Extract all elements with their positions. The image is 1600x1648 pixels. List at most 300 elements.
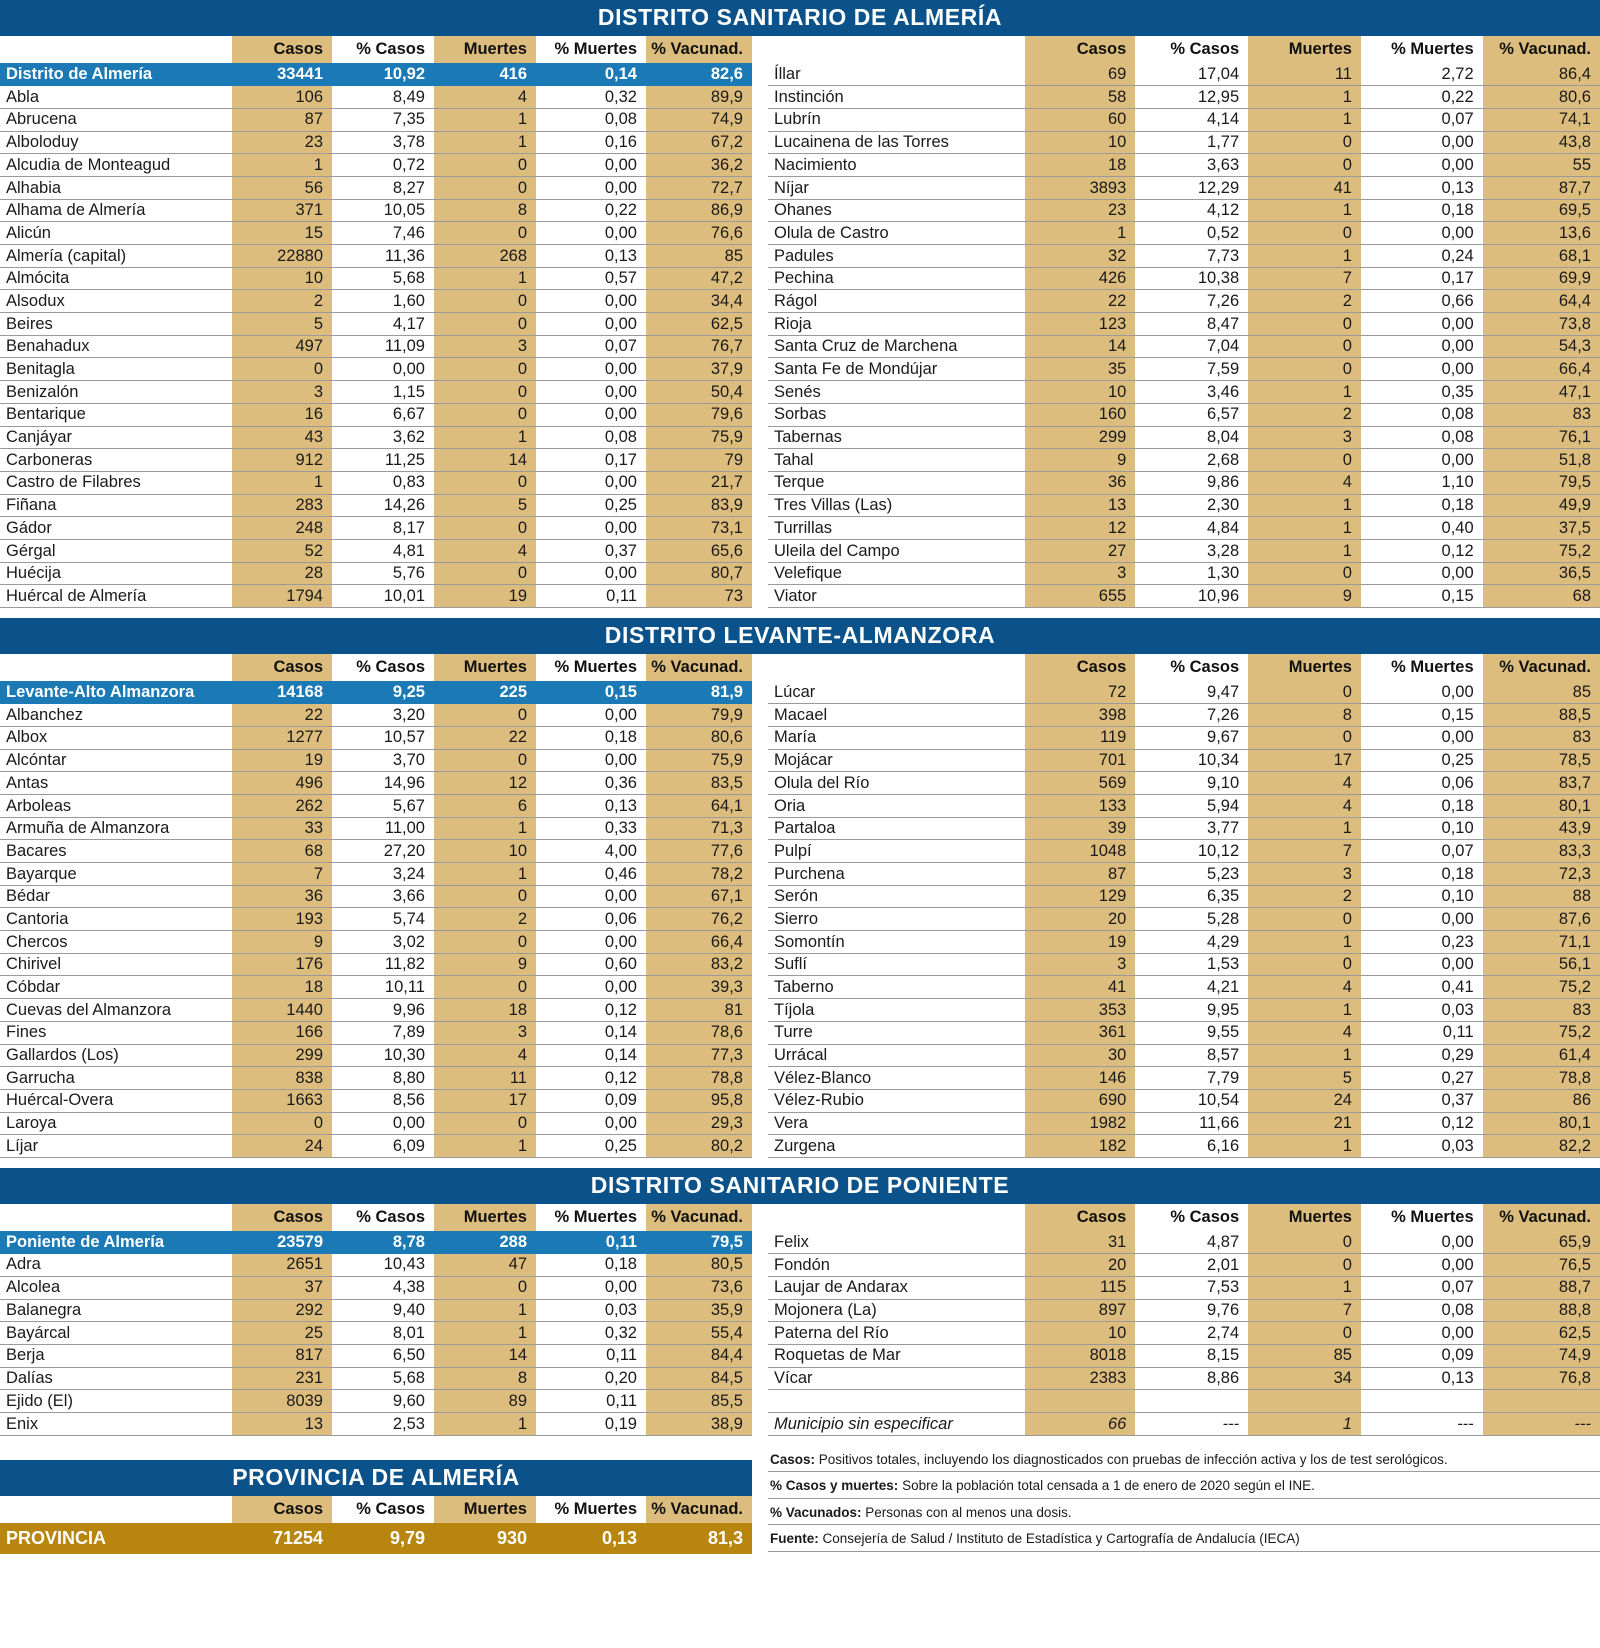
cell-muertes: 1 (1248, 517, 1361, 540)
municipality-name: Alsodux (0, 290, 232, 313)
cell-pct-vacunad: 67,1 (646, 885, 752, 908)
district-total-pct-vacunad: 82,6 (646, 63, 752, 86)
cell-pct-muertes: 0,00 (1361, 1322, 1483, 1345)
cell-pct-casos: 12,95 (1135, 86, 1248, 109)
cell-pct-vacunad: 67,2 (646, 131, 752, 154)
cell-pct-casos: 27,20 (332, 840, 434, 863)
cell-pct-casos: 4,21 (1135, 976, 1248, 999)
cell-pct-casos: 1,77 (1135, 131, 1248, 154)
municipality-name: Castro de Filabres (0, 471, 232, 494)
table-row (0, 494, 752, 517)
cell-pct-vacunad: 80,7 (646, 562, 752, 585)
table-row (0, 1367, 752, 1390)
notes-block (768, 1446, 1600, 1552)
district-right-column (768, 1204, 1600, 1436)
table-row (768, 63, 1600, 86)
cell-pct-casos: 2,30 (1135, 494, 1248, 517)
cell-pct-muertes: 0,15 (1361, 585, 1483, 608)
cell-pct-vacunad: 76,6 (646, 222, 752, 245)
table-row (768, 494, 1600, 517)
district-total-pct-casos: 8,78 (332, 1231, 434, 1254)
cell-pct-muertes: 0,00 (536, 222, 646, 245)
cell-muertes: 3 (1248, 426, 1361, 449)
cell-pct-muertes: 0,18 (536, 1254, 646, 1277)
cell-pct-muertes: 0,07 (1361, 840, 1483, 863)
cell-muertes: 2 (1248, 403, 1361, 426)
municipality-name: Albanchez (0, 704, 232, 727)
cell-pct-vacunad: 47,2 (646, 267, 752, 290)
cell-pct-casos: 2,68 (1135, 449, 1248, 472)
municipality-name: Tíjola (768, 999, 1025, 1022)
cell-muertes: 12 (434, 772, 536, 795)
cell-pct-vacunad: 78,8 (1483, 1067, 1600, 1090)
cell-pct-casos: 5,76 (332, 562, 434, 585)
cell-muertes: 5 (1248, 1067, 1361, 1090)
cell-casos: 897 (1025, 1299, 1136, 1322)
cell-pct-muertes: 0,00 (1361, 953, 1483, 976)
cell-pct-muertes: 0,00 (536, 313, 646, 336)
footnote-label: Fuente: (770, 1531, 819, 1547)
cell-pct-casos: 5,28 (1135, 908, 1248, 931)
cell-casos: 43 (232, 426, 332, 449)
cell-pct-casos: 8,17 (332, 517, 434, 540)
table-row (768, 976, 1600, 999)
col-muertes: Muertes (434, 36, 536, 63)
cell-pct-casos: 10,12 (1135, 840, 1248, 863)
cell-pct-muertes: 0,12 (1361, 539, 1483, 562)
cell-pct-muertes: 0,57 (536, 267, 646, 290)
col-pct-casos: % Casos (356, 1499, 425, 1518)
district-columns (0, 1204, 1600, 1436)
table-row (768, 313, 1600, 336)
cell-pct-muertes: 0,11 (536, 1344, 646, 1367)
cell-pct-casos: 10,01 (332, 585, 434, 608)
cell-pct-muertes: 0,10 (1361, 885, 1483, 908)
cell-muertes: 0 (434, 1276, 536, 1299)
cell-pct-casos: 1,53 (1135, 953, 1248, 976)
cell-pct-casos: 17,04 (1135, 63, 1248, 86)
cell-pct-vacunad: 79 (646, 449, 752, 472)
footnote-text: Sobre la población total censada a 1 de enero de 2020 según el INE. (898, 1478, 1315, 1494)
cell-casos: 66 (1025, 1412, 1136, 1435)
municipality-name: Alcolea (0, 1276, 232, 1299)
cell-casos: 262 (232, 794, 332, 817)
cell-pct-casos: 14,96 (332, 772, 434, 795)
cell-pct-muertes: 0,13 (536, 245, 646, 268)
table-row (0, 1344, 752, 1367)
municipality-name: Antas (0, 772, 232, 795)
cell-casos: 3 (1025, 562, 1136, 585)
cell-pct-casos: 8,15 (1135, 1344, 1248, 1367)
cell-pct-vacunad: 83,7 (1483, 772, 1600, 795)
cell-pct-casos: 9,10 (1135, 772, 1248, 795)
table-row (0, 1112, 752, 1135)
cell-casos: 3 (232, 381, 332, 404)
cell-casos: 13 (1025, 494, 1136, 517)
cell-pct-vacunad: 51,8 (1483, 449, 1600, 472)
cell-pct-muertes: 0,41 (1361, 976, 1483, 999)
cell-muertes: 9 (1248, 585, 1361, 608)
cell-muertes: 0 (1248, 1322, 1361, 1345)
cell-pct-muertes: 4,00 (536, 840, 646, 863)
col-muertes: Muertes (1248, 1204, 1361, 1231)
table-row (768, 1112, 1600, 1135)
cell-pct-casos: 5,68 (332, 267, 434, 290)
cell-pct-vacunad: 77,6 (646, 840, 752, 863)
district-columns (0, 36, 1600, 608)
cell-pct-vacunad: 73,1 (646, 517, 752, 540)
cell-casos: 1982 (1025, 1112, 1136, 1135)
cell-muertes: 1 (1248, 999, 1361, 1022)
cell-muertes: 89 (434, 1390, 536, 1413)
cell-pct-casos: 10,11 (332, 976, 434, 999)
cell-pct-vacunad: 86,4 (1483, 63, 1600, 86)
municipality-name: Alhabia (0, 176, 232, 199)
cell-casos: 60 (1025, 108, 1136, 131)
table-row (0, 1021, 752, 1044)
district-right-column (768, 654, 1600, 1158)
col-pct-muertes: % Muertes (554, 1499, 637, 1518)
cell-pct-muertes: 0,00 (536, 176, 646, 199)
cell-pct-casos: 4,81 (332, 539, 434, 562)
cell-pct-casos: 5,23 (1135, 863, 1248, 886)
cell-casos: 193 (232, 908, 332, 931)
cell-pct-casos: 5,67 (332, 794, 434, 817)
col-pct-muertes: % Muertes (554, 658, 637, 677)
table-row (768, 840, 1600, 863)
cell-pct-casos: 0,00 (332, 358, 434, 381)
cell-casos: 129 (1025, 885, 1136, 908)
municipality-name: Velefique (768, 562, 1025, 585)
cell-casos: 146 (1025, 1067, 1136, 1090)
cell-casos: 87 (1025, 863, 1136, 886)
cell-pct-casos: 3,78 (332, 131, 434, 154)
municipality-name: Almería (capital) (0, 245, 232, 268)
cell-muertes: 19 (434, 585, 536, 608)
municipality-name: Paterna del Río (768, 1322, 1025, 1345)
municipality-name: Íllar (768, 63, 1025, 86)
table-row (768, 1299, 1600, 1322)
cell-pct-vacunad: 74,9 (1483, 1344, 1600, 1367)
municipality-name: Fondón (768, 1254, 1025, 1277)
municipality-name: Fiñana (0, 494, 232, 517)
cell-pct-muertes: 0,19 (536, 1412, 646, 1435)
cell-muertes: 1 (434, 817, 536, 840)
cell-muertes: 0 (434, 517, 536, 540)
cell-pct-casos: 4,29 (1135, 931, 1248, 954)
table-row (0, 1390, 752, 1413)
cell-pct-muertes: 0,32 (536, 86, 646, 109)
cell-pct-vacunad: 80,1 (1483, 1112, 1600, 1135)
cell-casos: 33 (232, 817, 332, 840)
municipality-name: Viator (768, 585, 1025, 608)
col-blank (768, 1204, 1025, 1231)
municipality-name: Pechina (768, 267, 1025, 290)
cell-pct-vacunad: 86,9 (646, 199, 752, 222)
cell-pct-vacunad: 61,4 (1483, 1044, 1600, 1067)
cell-muertes: 1 (1248, 381, 1361, 404)
col-pct-muertes: % Muertes (1391, 40, 1474, 59)
cell-muertes: 6 (434, 794, 536, 817)
cell-pct-muertes: 0,00 (536, 358, 646, 381)
footnote (768, 1499, 1600, 1526)
municipality-name: Huécija (0, 562, 232, 585)
district-table (768, 654, 1600, 1158)
cell-pct-vacunad: 84,5 (646, 1367, 752, 1390)
cell-casos: 28 (232, 562, 332, 585)
municipality-name: Taberno (768, 976, 1025, 999)
cell-casos: 2 (232, 290, 332, 313)
municipality-name: Rágol (768, 290, 1025, 313)
cell-pct-muertes: 0,00 (1361, 131, 1483, 154)
cell-pct-vacunad: 83 (1483, 999, 1600, 1022)
cell-muertes: 7 (1248, 1299, 1361, 1322)
municipality-name: Cantoria (0, 908, 232, 931)
cell-pct-muertes: 0,23 (1361, 931, 1483, 954)
spacer-cell (1025, 1390, 1136, 1413)
cell-casos: 283 (232, 494, 332, 517)
cell-pct-muertes: 0,13 (1361, 176, 1483, 199)
cell-muertes: 17 (1248, 749, 1361, 772)
cell-pct-vacunad: 75,2 (1483, 976, 1600, 999)
cell-pct-vacunad: 66,4 (646, 931, 752, 954)
table-row (768, 585, 1600, 608)
provincia-block (0, 1446, 752, 1554)
municipality-name: Ejido (El) (0, 1390, 232, 1413)
table-row (0, 381, 752, 404)
spacer-cell (1135, 1390, 1248, 1413)
cell-muertes: 2 (1248, 885, 1361, 908)
table-row (768, 358, 1600, 381)
table-row (0, 471, 752, 494)
cell-pct-casos: 3,02 (332, 931, 434, 954)
cell-pct-vacunad: 43,9 (1483, 817, 1600, 840)
cell-pct-vacunad: 80,1 (1483, 794, 1600, 817)
spacer-cell (1248, 1390, 1361, 1413)
cell-pct-muertes: 0,29 (1361, 1044, 1483, 1067)
table-row (768, 794, 1600, 817)
cell-muertes: 0 (1248, 222, 1361, 245)
cell-pct-casos: 3,28 (1135, 539, 1248, 562)
table-row (0, 1254, 752, 1277)
table-row (768, 222, 1600, 245)
cell-casos: 14 (1025, 335, 1136, 358)
municipality-name: Vícar (768, 1367, 1025, 1390)
municipality-name: Alcudia de Monteagud (0, 154, 232, 177)
cell-muertes: 7 (1248, 267, 1361, 290)
municipality-name: Bayarque (0, 863, 232, 886)
cell-muertes: 0 (1248, 953, 1361, 976)
district-total-muertes: 288 (434, 1231, 536, 1254)
cell-pct-muertes: 0,24 (1361, 245, 1483, 268)
cell-pct-vacunad: 55,4 (646, 1322, 752, 1345)
cell-pct-vacunad: 79,5 (1483, 471, 1600, 494)
unspecified-municipality-row (768, 1412, 1600, 1435)
cell-casos: 3893 (1025, 176, 1136, 199)
cell-pct-muertes: 0,03 (1361, 999, 1483, 1022)
municipality-name: Felix (768, 1231, 1025, 1254)
table-row (768, 885, 1600, 908)
footnote (768, 1446, 1600, 1473)
cell-pct-muertes: 0,35 (1361, 381, 1483, 404)
cell-pct-casos: 6,16 (1135, 1135, 1248, 1158)
cell-casos: 299 (1025, 426, 1136, 449)
municipality-name: Oria (768, 794, 1025, 817)
cell-pct-casos: 5,74 (332, 908, 434, 931)
cell-pct-casos: 8,49 (332, 86, 434, 109)
cell-pct-muertes: 0,16 (536, 131, 646, 154)
table-row (0, 1135, 752, 1158)
municipality-name: Nacimiento (768, 154, 1025, 177)
cell-muertes: 4 (1248, 1021, 1361, 1044)
cell-casos: 20 (1025, 908, 1136, 931)
municipality-name: Olula de Castro (768, 222, 1025, 245)
table-row (0, 403, 752, 426)
col-pct-vacunad: % Vacunad. (1483, 36, 1600, 63)
col-muertes: Muertes (434, 1496, 536, 1523)
cell-pct-vacunad: 81 (646, 999, 752, 1022)
cell-pct-vacunad: 83,3 (1483, 840, 1600, 863)
table-row (0, 976, 752, 999)
cell-casos: 655 (1025, 585, 1136, 608)
table-header-row (768, 654, 1600, 681)
cell-pct-vacunad: 76,5 (1483, 1254, 1600, 1277)
cell-casos: 106 (232, 86, 332, 109)
table-row (0, 426, 752, 449)
cell-pct-casos: 0,52 (1135, 222, 1248, 245)
municipality-name: Cóbdar (0, 976, 232, 999)
cell-pct-vacunad: 65,6 (646, 539, 752, 562)
col-pct-casos: % Casos (356, 658, 425, 677)
col-pct-casos: % Casos (1170, 658, 1240, 677)
municipality-name: Canjáyar (0, 426, 232, 449)
district-total-casos: 23579 (232, 1231, 332, 1254)
spacer-cell (1483, 1390, 1600, 1413)
cell-casos: 12 (1025, 517, 1136, 540)
municipality-name: Suflí (768, 953, 1025, 976)
cell-pct-casos: 6,35 (1135, 885, 1248, 908)
provincia-total-row (0, 1523, 752, 1554)
cell-pct-vacunad: 47,1 (1483, 381, 1600, 404)
table-row (768, 1231, 1600, 1254)
cell-casos: 30 (1025, 1044, 1136, 1067)
cell-pct-muertes: 0,18 (1361, 794, 1483, 817)
cell-pct-casos: 11,82 (332, 953, 434, 976)
provincia-name: PROVINCIA (0, 1523, 232, 1554)
cell-pct-vacunad: 83,2 (646, 953, 752, 976)
cell-pct-vacunad: 85,5 (646, 1390, 752, 1413)
cell-pct-casos: 2,01 (1135, 1254, 1248, 1277)
cell-pct-casos: 10,30 (332, 1044, 434, 1067)
cell-casos: 23 (1025, 199, 1136, 222)
cell-pct-casos: 8,56 (332, 1089, 434, 1112)
municipality-name: Olula del Río (768, 772, 1025, 795)
cell-pct-vacunad: 88,5 (1483, 704, 1600, 727)
cell-muertes: 34 (1248, 1367, 1361, 1390)
table-row (0, 176, 752, 199)
cell-pct-casos: 11,36 (332, 245, 434, 268)
cell-pct-muertes: 0,18 (536, 726, 646, 749)
cell-muertes: 1 (1248, 1135, 1361, 1158)
cell-pct-casos: 3,24 (332, 863, 434, 886)
cell-pct-casos: 3,63 (1135, 154, 1248, 177)
cell-pct-muertes: 0,33 (536, 817, 646, 840)
cell-pct-muertes: 0,37 (536, 539, 646, 562)
cell-casos: 2651 (232, 1254, 332, 1277)
cell-pct-casos: 10,43 (332, 1254, 434, 1277)
cell-pct-vacunad: 74,9 (646, 108, 752, 131)
cell-pct-casos: 8,04 (1135, 426, 1248, 449)
cell-pct-muertes: 0,22 (536, 199, 646, 222)
cell-muertes: 14 (434, 1344, 536, 1367)
cell-pct-vacunad: 62,5 (646, 313, 752, 336)
cell-casos: 72 (1025, 681, 1136, 704)
cell-muertes: 1 (434, 1322, 536, 1345)
cell-casos: 0 (232, 358, 332, 381)
table-row (0, 999, 752, 1022)
cell-casos: 426 (1025, 267, 1136, 290)
col-casos: Casos (232, 1496, 332, 1523)
cell-muertes: 0 (434, 931, 536, 954)
col-muertes: Muertes (434, 1204, 536, 1231)
cell-pct-vacunad: 29,3 (646, 1112, 752, 1135)
col-pct-vacunad: % Vacunad. (646, 1204, 752, 1231)
municipality-name: Almócita (0, 267, 232, 290)
table-header-row (768, 1204, 1600, 1231)
cell-casos: 58 (1025, 86, 1136, 109)
cell-casos: 1440 (232, 999, 332, 1022)
cell-pct-vacunad: 80,6 (1483, 86, 1600, 109)
table-row (0, 1089, 752, 1112)
cell-pct-vacunad: 73,8 (1483, 313, 1600, 336)
table-row (768, 154, 1600, 177)
municipality-name: Zurgena (768, 1135, 1025, 1158)
table-row (768, 749, 1600, 772)
district-table (0, 654, 752, 1158)
cell-casos: 18 (232, 976, 332, 999)
table-row (0, 245, 752, 268)
cell-pct-casos: 2,74 (1135, 1322, 1248, 1345)
cell-pct-muertes: 0,00 (536, 931, 646, 954)
cell-casos: 1 (1025, 222, 1136, 245)
table-row (0, 772, 752, 795)
cell-pct-vacunad: 79,9 (646, 704, 752, 727)
municipality-name: Laroya (0, 1112, 232, 1135)
district-total-pct-casos: 9,25 (332, 681, 434, 704)
cell-pct-vacunad: 77,3 (646, 1044, 752, 1067)
table-row (0, 335, 752, 358)
municipality-name: Pulpí (768, 840, 1025, 863)
table-row (768, 381, 1600, 404)
col-pct-vacunad: % Vacunad. (1483, 654, 1600, 681)
table-row (0, 931, 752, 954)
municipality-name: Vera (768, 1112, 1025, 1135)
cell-pct-muertes: 0,25 (536, 1135, 646, 1158)
cell-pct-casos: 9,86 (1135, 471, 1248, 494)
cell-pct-muertes: 0,11 (536, 585, 646, 608)
cell-muertes: 17 (434, 1089, 536, 1112)
municipality-name: Garrucha (0, 1067, 232, 1090)
cell-pct-muertes: 0,00 (1361, 1254, 1483, 1277)
cell-pct-vacunad: 88 (1483, 885, 1600, 908)
cell-casos: 36 (232, 885, 332, 908)
district-left-column (0, 36, 752, 608)
table-row (768, 290, 1600, 313)
municipality-name: Lucainena de las Torres (768, 131, 1025, 154)
cell-pct-casos: 12,29 (1135, 176, 1248, 199)
municipality-name: Laujar de Andarax (768, 1276, 1025, 1299)
table-row (0, 449, 752, 472)
